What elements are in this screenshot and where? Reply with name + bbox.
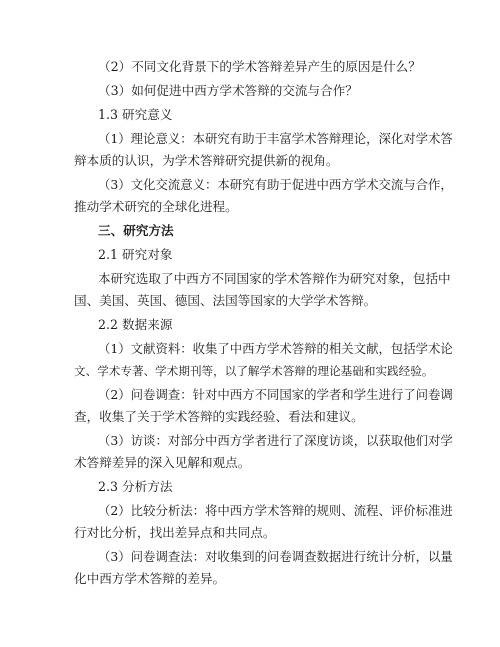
paragraph-line: （2）比较分析法：将中西方学术答辩的规则、流程、评价标准进 xyxy=(98,503,453,518)
paragraph-line: 本研究选取了中西方不同国家的学术答辩作为研究对象，包括中 xyxy=(98,271,451,286)
question-line: （3）如何促进中西方学术答辩的交流与合作？ xyxy=(98,83,358,98)
paragraph-line: 化中西方学术答辩的差异。 xyxy=(74,571,226,586)
paragraph-line: （1）理论意义：本研究有助于丰富学术答辩理论，深化对学术答 xyxy=(98,131,453,146)
question-line: （2）不同文化背景下的学术答辩差异产生的原因是什么？ xyxy=(98,59,421,74)
paragraph-line: 行对比分析，找出差异点和共同点。 xyxy=(74,525,276,540)
section-subheading: 2.3 分析方法 xyxy=(98,479,173,494)
paragraph-line: 术答辩差异的深入见解和观点。 xyxy=(74,455,251,470)
section-subheading: 2.2 数据来源 xyxy=(98,317,173,332)
paragraph-line: 推动学术研究的全球化进程。 xyxy=(74,199,238,214)
paragraph-line: （1）文献资料：收集了中西方学术答辩的相关文献，包括学术论 xyxy=(98,341,453,356)
paragraph-line: 辩本质的认识，为学术答辩研究提供新的视角。 xyxy=(74,153,339,168)
section-heading: 三、研究方法 xyxy=(98,223,174,238)
paragraph-line: （3）问卷调查法：对收集到的问卷调查数据进行统计分析，以量 xyxy=(98,549,453,564)
section-subheading: 2.1 研究对象 xyxy=(98,247,173,262)
paragraph-line: （3）访谈：对部分中西方学者进行了深度访谈，以获取他们对学 xyxy=(98,433,453,448)
paragraph-line: （3）文化交流意义：本研究有助于促进中西方学术交流与合作， xyxy=(98,177,453,192)
paragraph-line: 国、美国、英国、德国、法国等国家的大学学术答辩。 xyxy=(74,293,377,308)
paragraph-line: （2）问卷调查：针对中西方不同国家的学者和学生进行了问卷调 xyxy=(98,387,453,402)
section-subheading: 1.3 研究意义 xyxy=(98,107,173,122)
paragraph-line: 查，收集了关于学术答辩的实践经验、看法和建议。 xyxy=(74,409,364,424)
paragraph-line: 文、学术专著、学术期刊等，以了解学术答辩的理论基础和实践经验。 xyxy=(74,364,434,378)
